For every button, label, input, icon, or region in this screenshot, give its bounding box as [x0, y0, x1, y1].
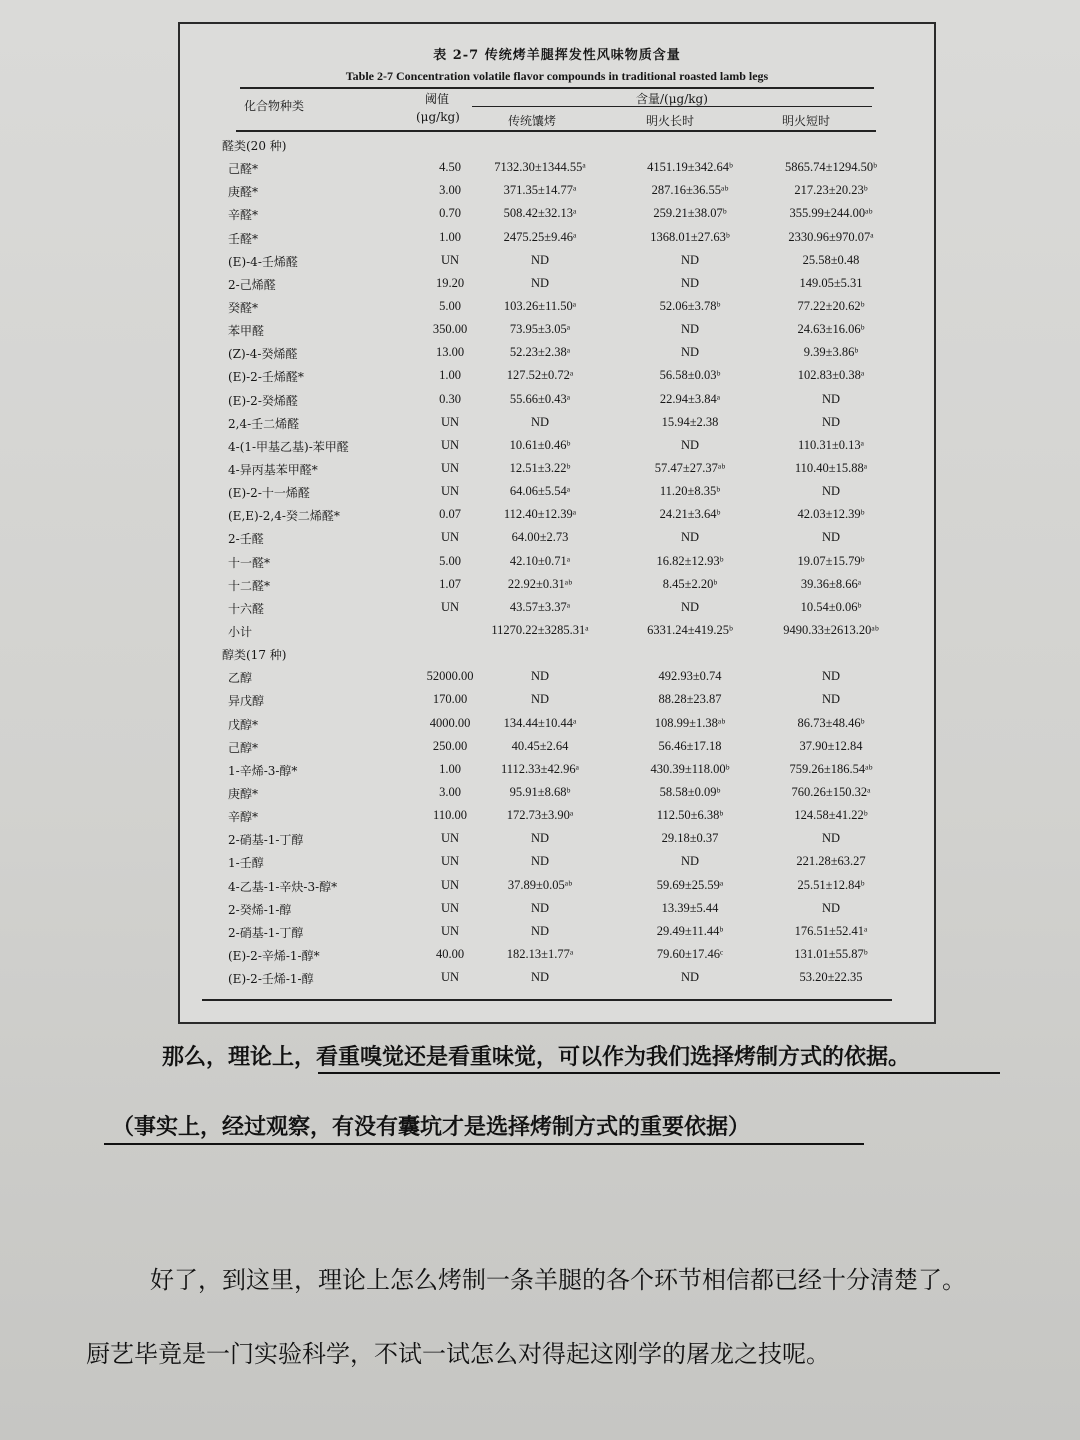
table-row: [180, 620, 934, 643]
cell-name: 1-辛烯-3-醇*: [228, 763, 298, 778]
paragraph-2: （事实上，经过观察，有没有囊坑才是选择烤制方式的重要依据）: [112, 1114, 751, 1140]
cell-name: 2-己烯醛: [228, 277, 276, 292]
cell-a: ND: [530, 970, 550, 985]
cell-name: 2,4-壬二烯醛: [228, 416, 300, 431]
paragraph-1-underlined: 看重嗅觉还是看重味觉，可以作为我们选择烤制方式的依据。: [316, 1044, 911, 1070]
table-row: [180, 250, 934, 273]
cell-name: 乙醇: [228, 671, 253, 686]
table-row: [180, 458, 934, 481]
cell-thr: UN: [440, 460, 460, 475]
cell-name: 4-乙基-1-辛炔-3-醇*: [228, 879, 338, 894]
cell-b: 59.69±25.59ᵃ: [656, 877, 724, 892]
table-row: [180, 365, 934, 388]
cell-name: 异戊醇: [228, 694, 265, 709]
table-row: [180, 551, 934, 574]
cell-c: 86.73±48.46ᵇ: [797, 715, 865, 730]
cell-c: 25.51±12.84ᵇ: [797, 877, 865, 892]
cell-thr: 40.00: [435, 946, 465, 961]
cell-b: 56.58±0.03ᵇ: [659, 368, 721, 383]
table-title-en: Table 2-7 Concentration volatile flavor compounds in traditional roasted lamb legs: [345, 69, 769, 83]
table-row: [180, 435, 934, 458]
cell-c: 39.36±8.66ᵃ: [800, 576, 862, 591]
table-row: [180, 180, 934, 203]
table-row: [180, 574, 934, 597]
cell-c: ND: [821, 414, 841, 429]
cell-a: ND: [530, 900, 550, 915]
cell-c: 355.99±244.00ᵃᵇ: [789, 206, 873, 221]
cell-b: 58.58±0.09ᵇ: [659, 784, 721, 799]
cell-name: 戊醇*: [228, 717, 259, 732]
cell-c: 217.23±20.23ᵇ: [794, 183, 868, 198]
cell-c: ND: [821, 692, 841, 707]
table-title-cn: 表 2-7 传统烤羊腿挥发性风味物质含量: [433, 48, 681, 63]
cell-a: 52.23±2.38ᵃ: [509, 345, 571, 360]
cell-thr: 4000.00: [429, 715, 471, 730]
table-row: [180, 389, 934, 412]
cell-name: (E,E)-2,4-癸二烯醛*: [228, 509, 340, 524]
cell-b: 88.28±23.87: [658, 692, 722, 707]
cell-b: 29.49±11.44ᵇ: [656, 923, 724, 938]
cell-name: (E)-2-癸烯醛: [228, 393, 298, 408]
cell-thr: 0.70: [439, 206, 461, 221]
cell-a: 42.10±0.71ᵃ: [509, 553, 571, 568]
cell-name: 苯甲醛: [228, 324, 265, 339]
cell-b: 15.94±2.38: [661, 414, 719, 429]
cell-thr: UN: [440, 414, 460, 429]
cell-a: 73.95±3.05ᵃ: [509, 322, 571, 337]
cell-b: ND: [680, 252, 700, 267]
cell-b: 24.21±3.64ᵇ: [659, 507, 721, 522]
cell-b: ND: [680, 854, 700, 869]
table-row: [180, 898, 934, 921]
cell-name: 2-硝基-1-丁醇: [228, 925, 304, 940]
table-row: [180, 851, 934, 874]
cell-c: 9.39±3.86ᵇ: [803, 345, 859, 360]
cell-a: 508.42±32.13ᵃ: [503, 206, 577, 221]
cell-b: 259.21±38.07ᵇ: [653, 206, 727, 221]
cell-name: 十一醛*: [228, 555, 271, 570]
cell-thr: 1.00: [439, 761, 461, 776]
cell-thr: 1.00: [439, 368, 461, 383]
cell-b: ND: [680, 345, 700, 360]
cell-b: 79.60±17.46ᶜ: [656, 946, 724, 961]
cell-c: ND: [821, 831, 841, 846]
cell-c: ND: [821, 669, 841, 684]
cell-a: ND: [530, 692, 550, 707]
cell-name: 辛醇*: [228, 810, 259, 825]
cell-thr: 0.07: [439, 507, 461, 522]
table-row: [180, 157, 934, 180]
table-row: [180, 713, 934, 736]
table-row: [180, 412, 934, 435]
cell-b: ND: [680, 970, 700, 985]
header-threshold: 阈值: [425, 92, 450, 106]
cell-a: ND: [530, 669, 550, 684]
cell-name: 4-(1-甲基乙基)-苯甲醛: [228, 439, 349, 454]
cell-b: 492.93±0.74: [658, 669, 722, 684]
cell-b: 16.82±12.93ᵇ: [656, 553, 724, 568]
cell-a: 37.89±0.05ᵃᵇ: [507, 877, 573, 892]
cell-b: 1368.01±27.63ᵇ: [650, 229, 730, 244]
cell-b: 430.39±118.00ᵇ: [650, 761, 730, 776]
cell-a: ND: [530, 854, 550, 869]
cell-b: 11.20±8.35ᵇ: [659, 484, 721, 499]
cell-c: ND: [821, 391, 841, 406]
cell-a: 12.51±3.22ᵇ: [509, 460, 571, 475]
cell-c: 42.03±12.39ᵇ: [797, 507, 865, 522]
cell-a: 43.57±3.37ᵃ: [509, 599, 571, 614]
cell-name: 己醇*: [228, 740, 259, 755]
cell-name: 醛类(20 种): [222, 139, 287, 153]
cell-c: 5865.74±1294.50ᵇ: [785, 160, 877, 175]
cell-c: 124.58±41.22ᵇ: [794, 808, 868, 823]
cell-thr: UN: [440, 854, 460, 869]
table-row: [180, 921, 934, 944]
cell-b: ND: [680, 322, 700, 337]
cell-b: 56.46±17.18: [658, 738, 722, 753]
data-table: [178, 22, 936, 1024]
cell-thr: 1.00: [439, 229, 461, 244]
table-section-row: [180, 643, 934, 666]
table-row: [180, 828, 934, 851]
cell-c: 25.58±0.48: [802, 252, 860, 267]
cell-thr: 19.20: [435, 275, 465, 290]
table-row: [180, 875, 934, 898]
cell-a: ND: [530, 275, 550, 290]
table-row: [180, 227, 934, 250]
cell-b: 287.16±36.55ᵃᵇ: [651, 183, 729, 198]
table-body: [180, 134, 934, 990]
cell-a: ND: [530, 831, 550, 846]
cell-a: 127.52±0.72ᵃ: [506, 368, 574, 383]
cell-thr: UN: [440, 923, 460, 938]
cell-b: 29.18±0.37: [661, 831, 719, 846]
cell-name: 壬醛*: [228, 231, 259, 246]
cell-a: 134.44±10.44ᵃ: [503, 715, 577, 730]
table-row: [180, 319, 934, 342]
cell-name: 庚醛*: [228, 185, 259, 200]
cell-name: 2-癸烯-1-醇: [228, 902, 292, 917]
table-row: [180, 666, 934, 689]
cell-name: (E)-2-壬烯醛*: [228, 370, 304, 385]
cell-c: 149.05±5.31: [799, 275, 863, 290]
cell-name: 小计: [228, 624, 253, 639]
cell-a: 64.00±2.73: [511, 530, 569, 545]
cell-name: (E)-2-十一烯醛: [228, 486, 310, 501]
table-row: [180, 342, 934, 365]
cell-a: 182.13±1.77ᵃ: [506, 946, 574, 961]
paragraph-4: 厨艺毕竟是一门实验科学，不试一试怎么对得起这刚学的屠龙之技呢。: [86, 1340, 830, 1368]
cell-c: 24.63±16.06ᵇ: [797, 322, 865, 337]
cell-a: 1112.33±42.96ᵃ: [500, 761, 580, 776]
cell-thr: UN: [440, 530, 460, 545]
cell-c: ND: [821, 484, 841, 499]
cell-b: 4151.19±342.64ᵇ: [647, 160, 733, 175]
cell-a: 55.66±0.43ᵃ: [509, 391, 571, 406]
table-row: [180, 805, 934, 828]
cell-name: (E)-4-壬烯醛: [228, 254, 298, 269]
table-row: [180, 759, 934, 782]
header-col-c: 明火短时: [782, 114, 831, 128]
cell-a: 11270.22±3285.31ᵃ: [491, 622, 589, 637]
table-row: [180, 203, 934, 226]
cell-b: ND: [680, 437, 700, 452]
cell-c: 77.22±20.62ᵇ: [797, 298, 865, 313]
cell-thr: UN: [440, 252, 460, 267]
table-row: [180, 597, 934, 620]
cell-a: 40.45±2.64: [511, 738, 569, 753]
table-row: [180, 527, 934, 550]
cell-a: 10.61±0.46ᵇ: [509, 437, 571, 452]
cell-thr: 250.00: [432, 738, 468, 753]
table-row: [180, 944, 934, 967]
cell-thr: 170.00: [432, 692, 468, 707]
cell-a: ND: [530, 414, 550, 429]
cell-thr: 5.00: [439, 553, 461, 568]
cell-b: 108.99±1.38ᵃᵇ: [654, 715, 726, 730]
table-row: [180, 782, 934, 805]
cell-thr: 5.00: [439, 298, 461, 313]
header-compound: 化合物种类: [244, 99, 305, 113]
cell-thr: 13.00: [435, 345, 465, 360]
cell-thr: UN: [440, 900, 460, 915]
cell-b: 8.45±2.20ᵇ: [662, 576, 718, 591]
cell-c: 760.26±150.32ᵃ: [791, 784, 871, 799]
header-content: 含量/(μg/kg): [636, 92, 708, 106]
cell-thr: UN: [440, 970, 460, 985]
cell-a: 172.73±3.90ᵃ: [506, 808, 574, 823]
cell-c: 176.51±52.41ᵃ: [794, 923, 868, 938]
cell-name: (Z)-4-癸烯醛: [228, 347, 298, 362]
table-row: [180, 296, 934, 319]
table-row: [180, 967, 934, 990]
cell-name: 1-壬醇: [228, 856, 264, 871]
cell-thr: 52000.00: [426, 669, 474, 684]
cell-name: 己醛*: [228, 162, 259, 177]
cell-b: 13.39±5.44: [661, 900, 719, 915]
cell-a: 112.40±12.39ᵃ: [503, 507, 577, 522]
cell-thr: 350.00: [432, 322, 468, 337]
cell-a: 371.35±14.77ᵃ: [503, 183, 577, 198]
cell-c: 221.28±63.27: [796, 854, 866, 869]
cell-name: (E)-2-壬烯-1-醇: [228, 972, 314, 987]
cell-c: 102.83±0.38ᵃ: [797, 368, 865, 383]
cell-c: 2330.96±970.07ᵃ: [788, 229, 874, 244]
cell-name: 醇类(17 种): [222, 648, 287, 663]
cell-c: 9490.33±2613.20ᵃᵇ: [783, 622, 879, 637]
table-row: [180, 504, 934, 527]
cell-name: 十二醛*: [228, 578, 271, 593]
table-row: [180, 481, 934, 504]
paragraph-1: [162, 1040, 910, 1071]
table-row: [180, 736, 934, 759]
cell-b: 6331.24±419.25ᵇ: [647, 622, 733, 637]
cell-a: 64.06±5.54ᵃ: [509, 484, 571, 499]
cell-b: 57.47±27.37ᵃᵇ: [654, 460, 726, 475]
cell-thr: UN: [440, 877, 460, 892]
cell-thr: 0.30: [439, 391, 461, 406]
cell-b: ND: [680, 599, 700, 614]
underline-2: [104, 1143, 864, 1145]
paragraph-1-start: 那么，理论上，: [162, 1044, 317, 1070]
cell-c: 53.20±22.35: [799, 970, 863, 985]
cell-a: ND: [530, 252, 550, 267]
cell-a: 103.26±11.50ᵃ: [503, 298, 577, 313]
cell-name: 十六醛: [228, 601, 265, 616]
paragraph-3: 好了，到这里，理论上怎么烤制一条羊腿的各个环节相信都已经十分清楚了。: [150, 1266, 966, 1294]
cell-name: 4-异丙基苯甲醛*: [228, 462, 318, 477]
cell-a: 2475.25±9.46ᵃ: [503, 229, 577, 244]
cell-c: 37.90±12.84: [799, 738, 863, 753]
cell-name: 癸醛*: [228, 300, 259, 315]
cell-name: 2-壬醛: [228, 532, 264, 547]
cell-b: 22.94±3.84ᵃ: [659, 391, 721, 406]
header-subrule: [472, 106, 872, 107]
cell-c: ND: [821, 900, 841, 915]
header-col-a: 传统馕烤: [508, 114, 557, 128]
cell-c: ND: [821, 530, 841, 545]
cell-a: ND: [530, 923, 550, 938]
cell-a: 7132.30±1344.55ᵃ: [494, 160, 586, 175]
header-col-b: 明火长时: [646, 114, 695, 128]
cell-name: 2-硝基-1-丁醇: [228, 833, 304, 848]
cell-c: 110.31±0.13ᵃ: [797, 437, 865, 452]
cell-thr: UN: [440, 831, 460, 846]
table-row: [180, 689, 934, 712]
cell-name: (E)-2-辛烯-1-醇*: [228, 948, 320, 963]
cell-name: 辛醛*: [228, 208, 259, 223]
cell-a: 95.91±8.68ᵇ: [509, 784, 571, 799]
cell-b: 52.06±3.78ᵇ: [659, 298, 721, 313]
cell-thr: UN: [440, 599, 460, 614]
table-top-rule: [240, 87, 874, 89]
cell-b: 112.50±6.38ᵇ: [656, 808, 724, 823]
header-bottom-rule: [236, 130, 876, 132]
cell-thr: 1.07: [439, 576, 461, 591]
cell-b: ND: [680, 275, 700, 290]
cell-thr: 110.00: [433, 808, 467, 823]
cell-c: 10.54±0.06ᵇ: [800, 599, 862, 614]
cell-name: 庚醇*: [228, 786, 259, 801]
table-bottom-rule: [202, 999, 892, 1001]
header-threshold-unit: (μg/kg): [416, 110, 460, 124]
cell-thr: 3.00: [439, 183, 461, 198]
cell-b: ND: [680, 530, 700, 545]
cell-c: 110.40±15.88ᵃ: [794, 460, 868, 475]
cell-thr: 3.00: [439, 784, 461, 799]
cell-c: 759.26±186.54ᵃᵇ: [789, 761, 873, 776]
cell-a: 22.92±0.31ᵃᵇ: [507, 576, 573, 591]
cell-c: 131.01±55.87ᵇ: [794, 946, 868, 961]
cell-c: 19.07±15.79ᵇ: [797, 553, 865, 568]
cell-thr: UN: [440, 437, 460, 452]
table-section-row: [180, 134, 934, 157]
table-row: [180, 273, 934, 296]
cell-thr: UN: [440, 484, 460, 499]
cell-thr: 4.50: [439, 160, 461, 175]
underline-1: [318, 1072, 1000, 1074]
